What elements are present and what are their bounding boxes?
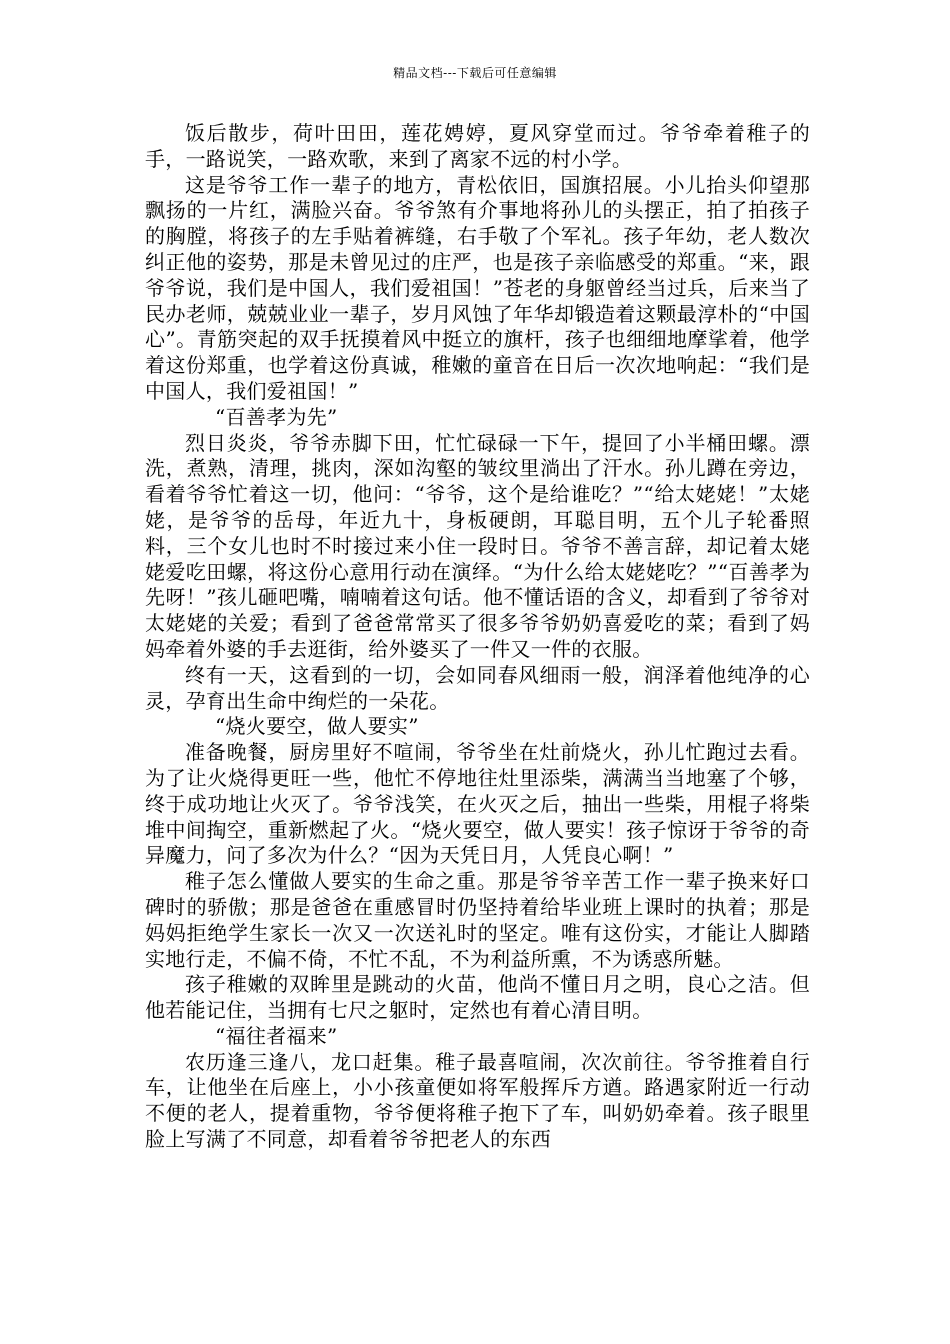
- paragraph: 终有一天，这看到的一切，会如同春风细雨一般，润泽着他纯净的心灵，孕育出生命中绚烂的一朵花。: [145, 662, 810, 713]
- paragraph: 农历逢三逢八，龙口赶集。稚子最喜喧闹，次次前往。爷爷推着自行车，让他坐在后座上，小小孩童便如将军般挥斥方遒。路遇家附近一行动不便的老人，提着重物，爷爷便将稚子抱下了车，叫奶奶牵着。孩子眼里脸上写满了不同意，却看着爷爷把老人的东西: [145, 1049, 810, 1152]
- paragraph: 稚子怎么懂做人要实的生命之重。那是爷爷辛苦工作一辈子换来好口碑时的骄傲；那是爸爸在重感冒时仍坚持着给毕业班上课时的执着；那是妈妈拒绝学生家长一次又一次送礼时的坚定。唯有这份实，才能让人脚踏实地行走，不偏不倚，不忙不乱，不为利益所熏，不为诱惑所魅。: [145, 869, 810, 971]
- paragraph: 准备晚餐，厨房里好不喧闹，爷爷坐在灶前烧火，孙儿忙跑过去看。为了让火烧得更旺一些，他忙不停地往灶里添柴，满满当当地塞了个够，终于成功地让火灭了。爷爷浅笑，在火灭之后，抽出一些柴，用棍子将柴堆中间掏空，重新燃起了火。“烧火要空，做人要实！孩子惊讶于爷爷的奇异魔力，问了多次为什么？“因为天凭日月，人凭良心啊！”: [145, 740, 810, 868]
- paragraph: 烈日炎炎，爷爷赤脚下田，忙忙碌碌一下午，提回了小半桶田螺。漂洗，煮熟，清理，挑肉，深如沟壑的皱纹里淌出了汗水。孙儿蹲在旁边，看着爷爷忙着这一切，他问：“爷爷，这个是给谁吃？”“给太姥姥！”太姥姥，是爷爷的岳母，年近九十，身板硬朗，耳聪目明，五个儿子轮番照料，三个女儿也时不时接过来小住一段时日。爷爷不善言辞，却记着太姥姥爱吃田螺，将这份心意用行动在演绎。“为什么给太姥姥吃？”“百善孝为先呀！”孩儿砸吧嘴，喃喃着这句话。他不懂话语的含义，却看到了爷爷对太姥姥的关爱；看到了爸爸常常买了很多爷爷奶奶喜爱吃的菜；看到了妈妈牵着外婆的手去逛街，给外婆买了一件又一件的衣服。: [145, 430, 810, 661]
- section-heading: “福往者福来”: [215, 1023, 338, 1048]
- paragraph: 孩子稚嫩的双眸里是跳动的火苗，他尚不懂日月之明，良心之洁。但他若能记住，当拥有七尺之躯时，定然也有着心清目明。: [145, 972, 810, 1023]
- section-heading: “烧火要空，做人要实”: [215, 714, 419, 739]
- paragraph: 饭后散步，荷叶田田，莲花娉婷，夏风穿堂而过。爷爷牵着稚子的手，一路说笑，一路欢歌，来到了离家不远的村小学。: [145, 121, 810, 171]
- paragraph: 这是爷爷工作一辈子的地方，青松依旧，国旗招展。小儿抬头仰望那飘扬的一片红，满脸兴奋。爷爷煞有介事地将孙儿的头摆正，拍了拍孩子的胸膛，将孩子的左手贴着裤缝，右手敬了个军礼。孩子年幼，老人数次纠正他的姿势，那是未曾见过的庄严，也是孩子亲临感受的郑重。“来，跟爷爷说，我们是中国人，我们爱祖国！”苍老的身躯曾经当过兵，后来当了民办老师，兢兢业业一辈子，岁月风蚀了年华却锻造着这颗最淳朴的“中国心”。青筋突起的双手抚摸着风中挺立的旗杆，孩子也细细地摩挲着，他学着这份郑重，也学着这份真诚，稚嫩的童音在日后一次次地响起：“我们是中国人，我们爱祖国！”: [145, 172, 810, 403]
- section-heading: “百善孝为先”: [215, 404, 338, 429]
- article-body: [145, 121, 810, 1153]
- page-header: 精品文档---下载后可任意编辑: [393, 66, 557, 80]
